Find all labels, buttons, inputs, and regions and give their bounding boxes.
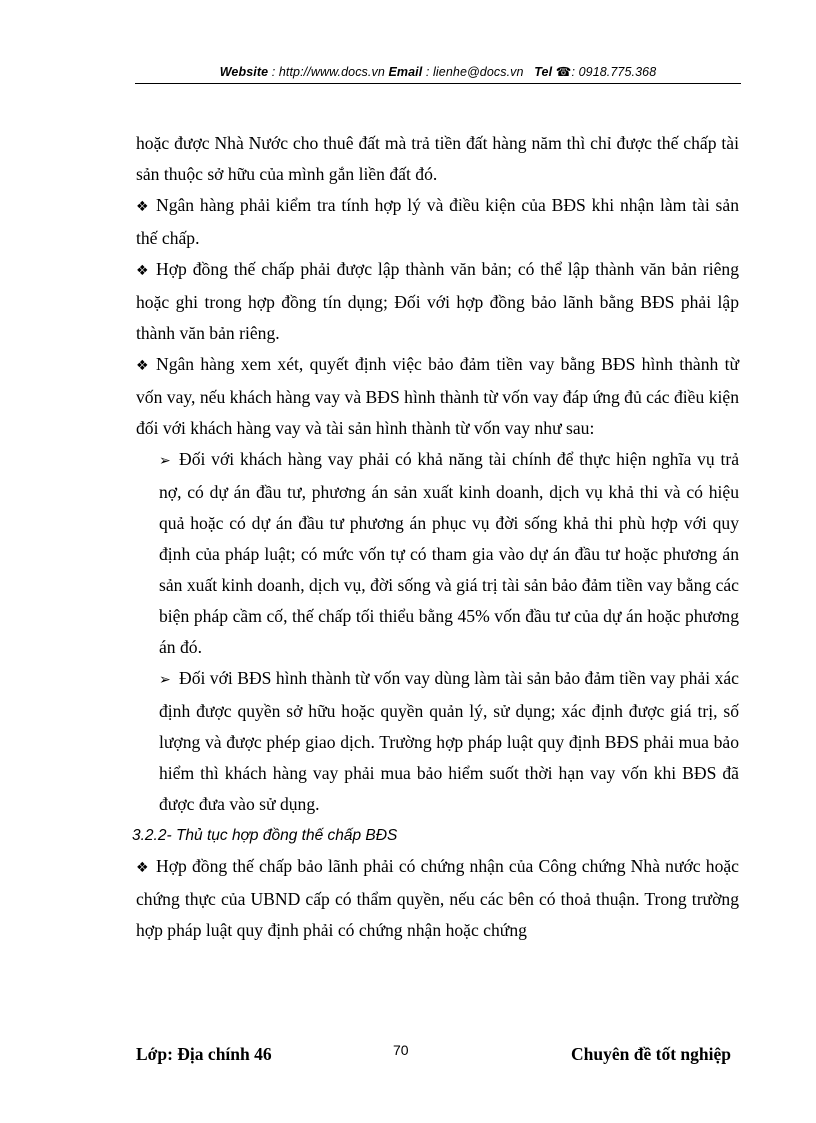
phone-icon: ☎: [555, 65, 572, 79]
email-value: lienhe@docs.vn: [433, 65, 524, 79]
website-separator: :: [268, 65, 279, 79]
document-body: [132, 128, 739, 946]
page-number: 70: [393, 1042, 409, 1058]
arrow-bullet-icon: ➢: [159, 453, 171, 469]
diamond-bullet-icon: ❖: [136, 358, 149, 374]
bullet-paragraph: [136, 851, 739, 946]
sub-bullet-paragraph: [136, 444, 739, 663]
arrow-bullet-icon: ➢: [159, 672, 171, 688]
tel-separator: :: [571, 65, 579, 79]
bullet-paragraph: [136, 254, 739, 349]
section-heading: 3.2.2- Thủ tục hợp đồng thế chấp BĐS: [132, 827, 398, 844]
page-header: [135, 64, 741, 79]
website-label: Website: [219, 65, 269, 79]
paragraph-text: Đối với khách hàng vay phải có khả năng tài chính để thực hiện nghĩa vụ trả nợ, có dự án đầu tư, phương án sản xuất kinh doanh, dịch vụ khả thi và có hiệu quả hoặc có dự án đầu tư phương án phục vụ đời sống khả thi phù hợp với quy định của pháp luật; có mức vốn tự có tham gia vào dự án đầu tư hoặc phương án sản xuất kinh doanh, dịch vụ, đời sống và giá trị tài sản bảo đảm tiền vay bằng các biện pháp cầm cố, thế chấp tối thiểu bằng 45% vốn đầu tư của dự án hoặc phương án đó.: [159, 449, 739, 657]
paragraph-text: Ngân hàng phải kiểm tra tính hợp lý và điều kiện của BĐS khi nhận làm tài sản thế chấp.: [136, 195, 739, 248]
diamond-bullet-icon: ❖: [136, 263, 149, 279]
email-separator: :: [422, 65, 434, 79]
header-rule: [135, 83, 741, 84]
paragraph-text: Đối với BĐS hình thành từ vốn vay dùng làm tài sản bảo đảm tiền vay phải xác định được quyền sở hữu hoặc quyền quản lý, sử dụng; xác định được giá trị, số lượng và được phép giao dịch. Trường hợp pháp luật quy định BĐS phải mua bảo hiểm thì khách hàng vay phải mua bảo hiểm suốt thời hạn vay vốn khi BĐS đã được đưa vào sử dụng.: [159, 668, 739, 814]
footer-title: Chuyên đề tốt nghiệp: [571, 1044, 731, 1064]
diamond-bullet-icon: ❖: [136, 860, 149, 876]
paragraph-text: Hợp đồng thế chấp bảo lãnh phải có chứng nhận của Công chứng Nhà nước hoặc chứng thực của UBND cấp có thẩm quyền, nếu các bên có thoả thuận. Trong trường hợp pháp luật quy định phải có chứng nhận hoặc chứng: [136, 856, 739, 940]
page-footer: [136, 1044, 739, 1072]
footer-class-label: Lớp: Địa chính 46: [136, 1044, 272, 1064]
paragraph-text: Ngân hàng xem xét, quyết định việc bảo đảm tiền vay bằng BĐS hình thành từ vốn vay, nếu khách hàng vay và BĐS hình thành từ vốn vay đáp ứng đủ các điều kiện đối với khách hàng vay và tài sản hình thành từ vốn vay như sau:: [136, 354, 739, 438]
tel-label: Tel: [534, 65, 553, 79]
paragraph-text: Hợp đồng thế chấp phải được lập thành văn bản; có thể lập thành văn bản riêng hoặc ghi trong hợp đồng tín dụng; Đối với hợp đồng bảo lãnh bằng BĐS phải lập thành văn bản riêng.: [136, 259, 739, 343]
diamond-bullet-icon: ❖: [136, 199, 149, 215]
bullet-paragraph: [136, 349, 739, 444]
paragraph-text: hoặc được Nhà Nước cho thuê đất mà trả tiền đất hàng năm thì chỉ được thế chấp tài sản thuộc sở hữu của mình gắn liền đất đó.: [136, 133, 739, 184]
paragraph-continuation: [136, 128, 739, 190]
tel-value: 0918.775.368: [578, 65, 657, 79]
email-label: Email: [388, 65, 423, 79]
website-value: http://www.docs.vn: [278, 65, 385, 79]
bullet-paragraph: [136, 190, 739, 254]
sub-bullet-paragraph: [136, 663, 739, 820]
